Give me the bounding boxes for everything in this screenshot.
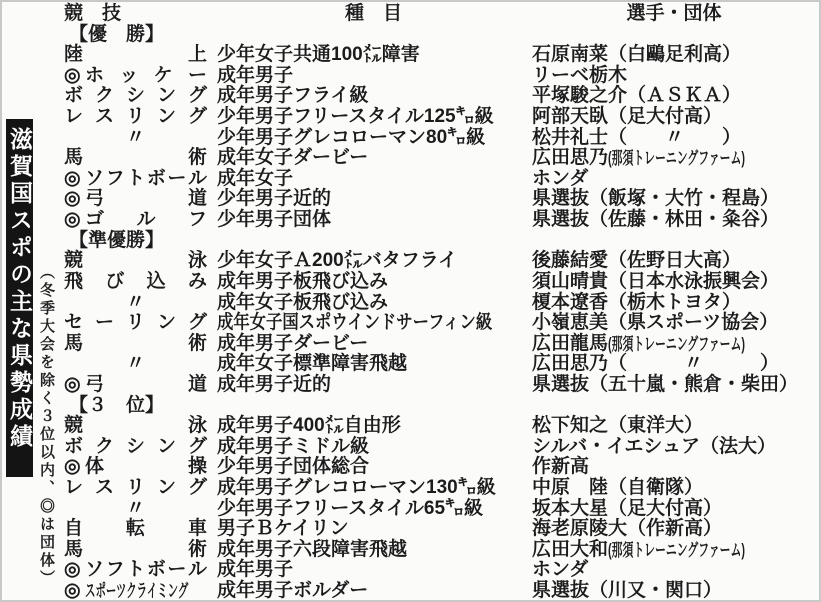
- affiliation-note: (那須トレーニングファーム): [608, 539, 746, 560]
- player-cell: [532, 478, 816, 499]
- competition-name: レ ス リ ン グ: [64, 106, 207, 128]
- competition-name: ホ ッ ケ ー: [85, 64, 207, 86]
- player-name: 須山晴貴（日本水泳振興会）: [532, 270, 780, 292]
- table-row: [64, 148, 816, 169]
- competition-cell: [64, 169, 207, 190]
- player-name: 松井礼士（ 〃 ）: [532, 126, 742, 148]
- event-name: 成年男子: [217, 559, 294, 581]
- event-cell: [217, 581, 530, 602]
- player-cell: [532, 354, 816, 375]
- competition-name: 馬 術: [64, 147, 207, 169]
- competition-name: 〃: [125, 353, 145, 375]
- player-name: 広田思乃（ 〃 ）: [532, 353, 780, 375]
- event-cell: [217, 499, 530, 520]
- player-name: 県選抜（川又・関口）: [532, 580, 723, 602]
- section-label: 【３ 位】: [69, 394, 165, 416]
- competition-cell: [64, 293, 207, 314]
- table-row: [64, 375, 816, 396]
- player-cell: [532, 457, 816, 478]
- table-row: [64, 581, 816, 602]
- competition-cell: [64, 313, 207, 334]
- event-cell: [217, 272, 530, 293]
- event-name: 少年男子グレコローマン80㌔級: [217, 126, 486, 148]
- affiliation-note: (那須トレーニングファーム): [608, 333, 746, 354]
- event-cell: [217, 148, 530, 169]
- event-name: 成年女子国スポウインドサーフィン級: [217, 312, 493, 334]
- table-row: [64, 189, 816, 210]
- event-name: 男子Ｂケイリン: [217, 518, 349, 540]
- table-row: [64, 416, 816, 437]
- table-row: [64, 169, 816, 190]
- competition-cell: [64, 45, 207, 66]
- competition-cell: [64, 354, 207, 375]
- competition-name: 競 泳: [64, 250, 207, 272]
- table-row: [64, 128, 816, 149]
- event-cell: [217, 313, 530, 334]
- table-row: [64, 354, 816, 375]
- player-name: 後藤結愛（佐野日大高）: [532, 250, 742, 272]
- table-row: [64, 210, 816, 231]
- table-row: [64, 66, 816, 87]
- player-name: 県選抜（飯塚・大竹・程島）: [532, 188, 780, 210]
- player-cell: [532, 251, 816, 272]
- section-label: 【優 勝】: [69, 23, 165, 45]
- team-marker: ◎: [64, 64, 81, 86]
- player-name: 小嶺恵美（県スポーツ協会）: [532, 312, 779, 334]
- competition-cell: [64, 416, 207, 437]
- event-cell: [217, 66, 530, 87]
- event-cell: [217, 540, 530, 561]
- player-cell: [532, 272, 816, 293]
- competition-name: 弓 道: [85, 188, 207, 210]
- column-header-event: 種 目: [344, 3, 402, 24]
- event-name: 成年女子標準障害飛越: [217, 353, 408, 375]
- competition-name: ソ フ ト ボ ー ル: [85, 559, 207, 581]
- player-name: 県選抜（五十嵐・熊倉・柴田）: [532, 373, 799, 395]
- competition-cell: [64, 375, 207, 396]
- competition-cell: [64, 148, 207, 169]
- player-name: 阿部天臥（足大付高）: [532, 106, 723, 128]
- competition-name: 飛 び 込 み: [64, 270, 207, 292]
- table-row: [64, 540, 816, 561]
- competition-cell: [64, 107, 207, 128]
- event-name: 成年男子ダービー: [217, 332, 369, 354]
- player-name: 松下知之（東洋大）: [532, 415, 704, 437]
- column-header-player-team: 選手・団体: [626, 3, 722, 24]
- competition-name: ボ ク シ ン グ: [64, 435, 207, 457]
- competition-name: セ ー リ ン グ: [64, 312, 207, 334]
- section-row: [64, 396, 816, 417]
- event-name: 成年女子ダービー: [217, 147, 369, 169]
- player-name: 広田思乃: [532, 147, 609, 169]
- competition-cell: [64, 334, 207, 355]
- event-name: 成年男子近的: [217, 373, 332, 395]
- team-marker: ◎: [64, 188, 81, 210]
- competition-name: 陸 上: [64, 44, 207, 66]
- event-cell: [217, 169, 530, 190]
- event-cell: [217, 210, 530, 231]
- competition-cell: [64, 457, 207, 478]
- competition-name: 馬 術: [64, 332, 207, 354]
- table-row: [64, 272, 816, 293]
- competition-cell: [64, 210, 207, 231]
- player-name: 石原南菜（白鷗足利高）: [532, 44, 742, 66]
- event-name: 少年男子団体: [217, 209, 332, 231]
- player-cell: [532, 416, 816, 437]
- table-row: [64, 251, 816, 272]
- player-name: 坂本大星（足大付高）: [532, 497, 723, 519]
- player-cell: [532, 189, 816, 210]
- table-row: [64, 293, 816, 314]
- player-cell: [532, 437, 816, 458]
- player-name: 榎本遼香（栃木トヨタ）: [532, 291, 742, 313]
- competition-name: 自 転 車: [64, 518, 207, 540]
- team-marker: ◎: [64, 167, 81, 189]
- event-cell: [217, 457, 530, 478]
- player-name: 広田龍馬: [532, 332, 609, 354]
- player-name: 県選抜（佐藤・林田・粂谷）: [532, 209, 780, 231]
- competition-name: 〃: [125, 126, 145, 148]
- event-name: 成年男子板飛び込み: [217, 270, 389, 292]
- player-cell: [532, 210, 816, 231]
- event-cell: [217, 375, 530, 396]
- section-label: 【準優勝】: [69, 229, 165, 251]
- event-name: 成年男子六段障害飛越: [217, 538, 408, 560]
- competition-name: ソ フ ト ボ ー ル: [85, 167, 207, 189]
- results-table: [64, 3, 816, 602]
- player-name: 作新高: [532, 456, 590, 478]
- event-name: 成年男子400㍍自由形: [217, 415, 401, 437]
- player-cell: [532, 66, 816, 87]
- competition-name: スポーツクライミング: [85, 581, 189, 602]
- competition-cell: [64, 251, 207, 272]
- competition-cell: [64, 478, 207, 499]
- competition-name: 〃: [125, 291, 145, 313]
- player-cell: [532, 499, 816, 520]
- team-marker: ◎: [64, 580, 81, 602]
- player-name: 広田大和: [532, 538, 609, 560]
- event-name: 少年女子共通100㍍障害: [217, 44, 420, 66]
- section-row: [64, 231, 816, 252]
- table-row: [64, 519, 816, 540]
- section-row: [64, 25, 816, 46]
- event-cell: [217, 416, 530, 437]
- table-row: [64, 499, 816, 520]
- table-body: [64, 25, 816, 602]
- table-row: [64, 313, 816, 334]
- competition-name: 〃: [125, 497, 145, 519]
- competition-cell: [64, 560, 207, 581]
- event-cell: [217, 86, 530, 107]
- team-marker: ◎: [64, 373, 81, 395]
- event-cell: [217, 334, 530, 355]
- table-row: [64, 107, 816, 128]
- vertical-title-banner: 滋賀国スポの主な県勢成績: [6, 119, 33, 477]
- event-name: 少年男子団体総合: [217, 456, 370, 478]
- competition-cell: [64, 540, 207, 561]
- player-cell: [532, 375, 816, 396]
- event-name: 成年女子: [217, 167, 294, 189]
- competition-name: 体 操: [85, 456, 207, 478]
- event-cell: [217, 189, 530, 210]
- event-cell: [217, 128, 530, 149]
- competition-cell: [64, 581, 207, 602]
- competition-cell: [64, 128, 207, 149]
- player-name: シルバ・イエシュア（法大）: [532, 435, 777, 457]
- player-cell: [532, 86, 816, 107]
- player-cell: [532, 148, 821, 169]
- event-cell: [217, 107, 530, 128]
- player-cell: [532, 293, 816, 314]
- event-cell: [217, 437, 530, 458]
- competition-name: ゴ ル フ: [85, 209, 207, 231]
- player-cell: [532, 128, 816, 149]
- competition-cell: [64, 189, 207, 210]
- competition-name: ボ ク シ ン グ: [64, 85, 207, 107]
- competition-cell: [64, 86, 207, 107]
- event-cell: [217, 560, 530, 581]
- competition-name: レ ス リ ン グ: [64, 477, 207, 499]
- event-name: 少年男子フリースタイル125㌔級: [217, 106, 494, 128]
- event-cell: [217, 251, 530, 272]
- team-marker: ◎: [64, 559, 81, 581]
- player-name: 中原 陸（自衛隊）: [532, 477, 704, 499]
- team-marker: ◎: [64, 456, 81, 478]
- event-name: 少年男子近的: [217, 188, 332, 210]
- table-row: [64, 86, 816, 107]
- player-cell: [532, 540, 821, 561]
- event-name: 成年男子: [217, 64, 294, 86]
- event-cell: [217, 354, 530, 375]
- table-row: [64, 437, 816, 458]
- player-cell: [532, 45, 816, 66]
- table-footnote: （冬季大会を除く３位以内、◎は団体）: [38, 264, 55, 588]
- event-name: 成年男子ボルダー: [217, 580, 369, 602]
- player-name: ホンダ: [532, 167, 589, 189]
- player-name: リーベ栃木: [532, 64, 628, 86]
- table-row: [64, 334, 816, 355]
- player-cell: [532, 560, 816, 581]
- competition-cell: [64, 499, 207, 520]
- event-cell: [217, 519, 530, 540]
- table-row: [64, 478, 816, 499]
- event-name: 少年女子Ａ200㍍バタフライ: [217, 250, 458, 272]
- table-row: [64, 560, 816, 581]
- player-cell: [532, 519, 816, 540]
- event-cell: [217, 478, 530, 499]
- player-cell: [532, 581, 816, 602]
- player-cell: [532, 169, 816, 190]
- event-cell: [217, 293, 530, 314]
- competition-cell: [64, 437, 207, 458]
- competition-cell: [64, 66, 207, 87]
- competition-name: 馬 術: [64, 538, 207, 560]
- table-row: [64, 457, 816, 478]
- competition-name: 競 泳: [64, 415, 207, 437]
- player-name: 海老原陵大（作新高）: [532, 518, 723, 540]
- affiliation-note: (那須トレーニングファーム): [608, 148, 746, 169]
- player-cell: [532, 313, 816, 334]
- player-cell: [532, 334, 821, 355]
- player-name: ホンダ: [532, 559, 589, 581]
- player-name: 平塚駿之介（ＡＳＫＡ）: [532, 85, 742, 107]
- column-header-competition: 競 技: [64, 3, 122, 24]
- table-header-row: [64, 4, 816, 25]
- event-name: 成年女子板飛び込み: [217, 291, 389, 313]
- event-cell: [217, 45, 530, 66]
- team-marker: ◎: [64, 209, 81, 231]
- event-name: 少年男子フリースタイル65㌔級: [217, 497, 484, 519]
- event-name: 成年男子グレコローマン130㌔級: [217, 477, 496, 499]
- event-name: 成年男子フライ級: [217, 85, 369, 107]
- competition-cell: [64, 519, 207, 540]
- player-cell: [532, 107, 816, 128]
- competition-name: 弓 道: [85, 373, 207, 395]
- event-name: 成年男子ミドル級: [217, 435, 370, 457]
- competition-cell: [64, 272, 207, 293]
- table-row: [64, 45, 816, 66]
